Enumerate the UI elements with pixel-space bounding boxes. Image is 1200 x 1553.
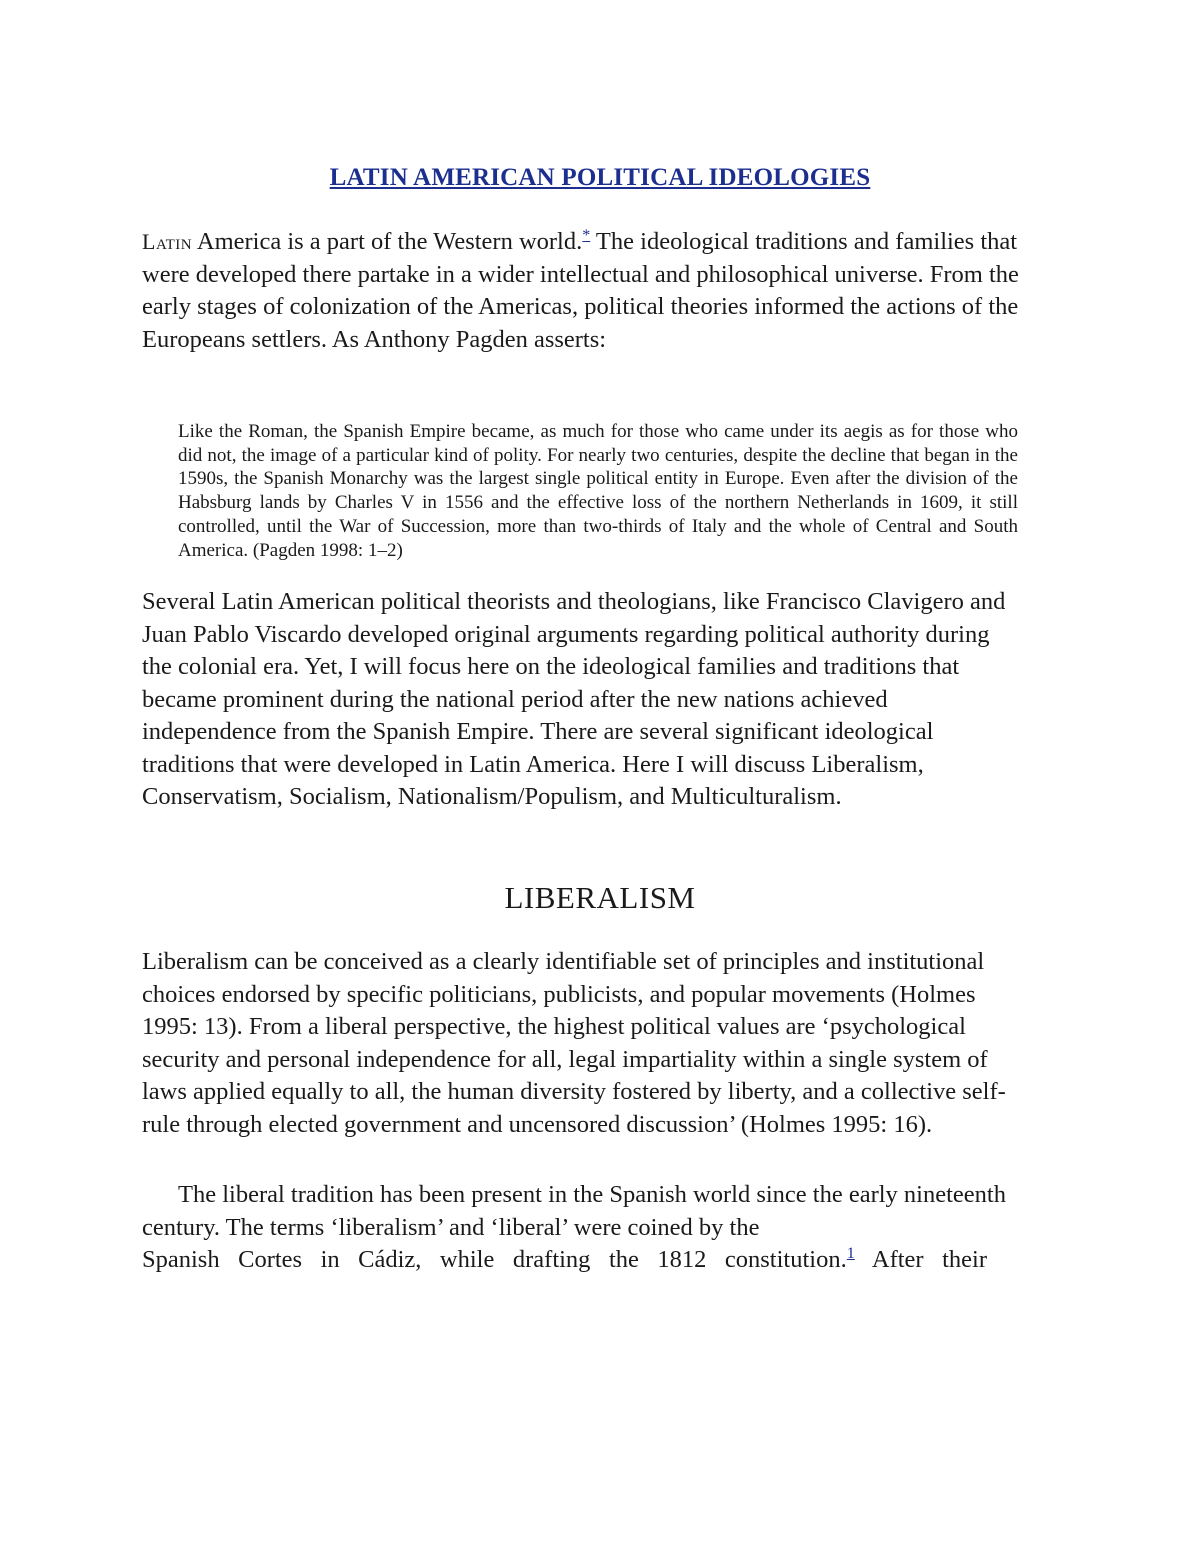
block-quote: Like the Roman, the Spanish Empire became, as much for those who came under its aegis as for those who did not, the image of a particular kind of polity. For nearly two centuries, despite the decline that began in the 1590s, the Spanish Monarchy was the largest single political entity in Europe. Even after the division of the Habsburg lands by Charles V in 1556 and the effective loss of the northern Netherlands in 1609, it still controlled, until the War of Succession, more than two-thirds of Italy and the whole of Central and South America. (Pagden 1998: 1–2) <box>178 421 1018 561</box>
intro-text-start: America is a part of the Western world. <box>192 228 583 255</box>
intro-text-rest: The ideological traditions and families that were developed there partake in a wider intellectual and philosophical universe. From the early stages of colonization of the Americas, political theories informed the actions of the Europeans settlers. As Anthony Pagden asserts: <box>142 228 1019 353</box>
liberal-tradition-line3: Spanish Cortes in Cádiz, while drafting the 1812 constitution. <box>142 1246 847 1273</box>
paragraph-liberalism-definition: Liberalism can be conceived as a clearly identifiable set of principles and institutional choices endorsed by specific politicians, publicists, and popular movements (Holmes 1995: 13). From a liberal perspective, the highest political values are ‘psychological security and personal independence for all, legal impartiality within a single system of laws applied equally to all, the human diversity fostered by liberty, and a collective self-rule through elected government and uncensored discussion’ (Holmes 1995: 16). <box>142 948 1006 1138</box>
section-heading-liberalism: LIBERALISM <box>504 880 696 915</box>
dropcap-word: Latin <box>142 229 193 254</box>
paragraph-liberal-tradition: The liberal tradition has been present in the Spanish world since the early nineteenth century. The terms ‘liberalism’ and ‘liberal’ were coined by the <box>142 1181 1006 1241</box>
footnote-link-1[interactable]: 1 <box>846 1244 855 1262</box>
footnote-link-asterisk[interactable]: * <box>582 226 591 244</box>
liberal-tradition-line3-end: After their <box>854 1246 987 1273</box>
document-title[interactable]: LATIN AMERICAN POLITICAL IDEOLOGIES <box>329 164 871 191</box>
paragraph-ideological-traditions: Several Latin American political theorists and theologians, like Francisco Clavigero and Juan Pablo Viscardo developed original arguments regarding political authority during the colonial era. Yet, I will focus here on the ideological families and traditions that became prominent during the national period after the new nations achieved independence from the Spanish Empire. There are several significant ideological traditions that were developed in Latin America. Here I will discuss Liberalism, Conservatism, Socialism, Nationalism/Populism, and Multiculturalism. <box>142 588 1006 810</box>
intro-paragraph <box>142 226 1022 356</box>
paragraph-liberal-tradition-last-line <box>142 1244 987 1277</box>
